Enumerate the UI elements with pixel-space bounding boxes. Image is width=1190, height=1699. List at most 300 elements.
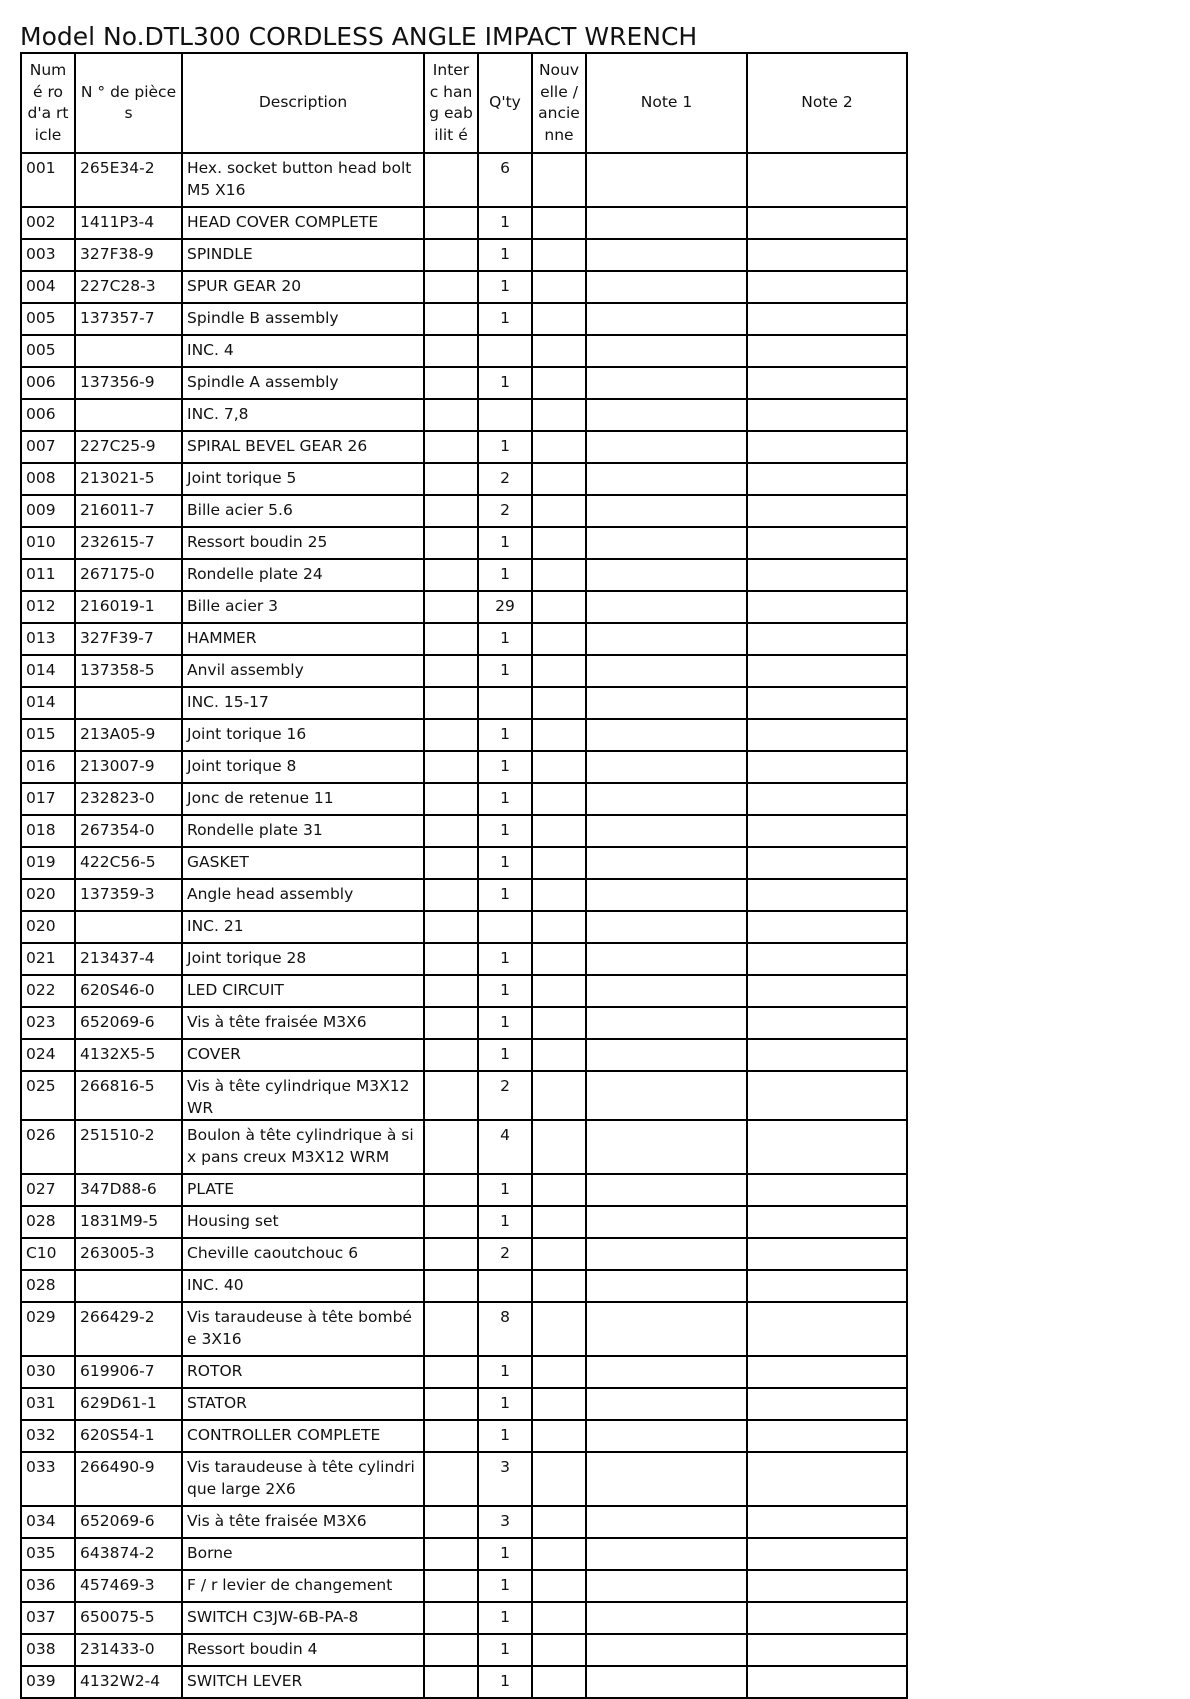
- item-number-cell: 020: [21, 879, 75, 911]
- quantity-cell: 1: [478, 367, 532, 399]
- note-1-cell: [586, 399, 747, 431]
- new-old-cell: [532, 399, 586, 431]
- part-number-cell: [75, 335, 182, 367]
- description-cell: HEAD COVER COMPLETE: [182, 207, 424, 239]
- part-number-cell: 1411P3-4: [75, 207, 182, 239]
- description-cell: INC. 4: [182, 335, 424, 367]
- new-old-cell: [532, 303, 586, 335]
- part-number-cell: 266490-9: [75, 1452, 182, 1506]
- part-number-cell: 422C56-5: [75, 847, 182, 879]
- description-cell: INC. 7,8: [182, 399, 424, 431]
- note-1-cell: [586, 1666, 747, 1698]
- new-old-cell: [532, 655, 586, 687]
- note-2-cell: [747, 1356, 907, 1388]
- quantity-cell: 2: [478, 495, 532, 527]
- quantity-cell: 1: [478, 879, 532, 911]
- quantity-cell: 8: [478, 1302, 532, 1356]
- description-cell: SPIRAL BEVEL GEAR 26: [182, 431, 424, 463]
- note-2-cell: [747, 431, 907, 463]
- quantity-cell: 1: [478, 751, 532, 783]
- description-cell: Boulon à tête cylindrique à six pans creux M3X12 WRM: [182, 1120, 424, 1174]
- note-1-cell: [586, 1420, 747, 1452]
- part-number-cell: 137356-9: [75, 367, 182, 399]
- table-row: [21, 1634, 907, 1666]
- page-title: Model No.DTL300 CORDLESS ANGLE IMPACT WRENCH: [20, 22, 698, 51]
- quantity-cell: 1: [478, 207, 532, 239]
- item-number-cell: 013: [21, 623, 75, 655]
- description-cell: SPUR GEAR 20: [182, 271, 424, 303]
- note-2-cell: [747, 559, 907, 591]
- note-2-cell: [747, 623, 907, 655]
- part-number-cell: 327F39-7: [75, 623, 182, 655]
- item-number-cell: 038: [21, 1634, 75, 1666]
- description-cell: Ressort boudin 25: [182, 527, 424, 559]
- new-old-cell: [532, 1634, 586, 1666]
- interchangeability-cell: [424, 367, 478, 399]
- note-1-cell: [586, 495, 747, 527]
- item-number-cell: 021: [21, 943, 75, 975]
- item-number-cell: 014: [21, 687, 75, 719]
- item-number-cell: 006: [21, 399, 75, 431]
- new-old-cell: [532, 1007, 586, 1039]
- interchangeability-cell: [424, 1270, 478, 1302]
- table-row: [21, 335, 907, 367]
- table-row: [21, 1206, 907, 1238]
- description-cell: COVER: [182, 1039, 424, 1071]
- part-number-cell: 267175-0: [75, 559, 182, 591]
- table-row: [21, 303, 907, 335]
- interchangeability-cell: [424, 879, 478, 911]
- new-old-cell: [532, 495, 586, 527]
- table-row: [21, 153, 907, 207]
- parts-table-body: [21, 153, 907, 1698]
- note-1-cell: [586, 975, 747, 1007]
- quantity-cell: 1: [478, 1388, 532, 1420]
- description-cell: Joint torique 8: [182, 751, 424, 783]
- note-1-cell: [586, 1356, 747, 1388]
- header-note-2: Note 2: [747, 53, 907, 153]
- quantity-cell: 1: [478, 655, 532, 687]
- table-row: [21, 239, 907, 271]
- interchangeability-cell: [424, 975, 478, 1007]
- item-number-cell: 005: [21, 303, 75, 335]
- note-2-cell: [747, 1452, 907, 1506]
- item-number-cell: 026: [21, 1120, 75, 1174]
- note-1-cell: [586, 1071, 747, 1120]
- part-number-cell: 652069-6: [75, 1007, 182, 1039]
- note-2-cell: [747, 527, 907, 559]
- description-cell: Anvil assembly: [182, 655, 424, 687]
- part-number-cell: 652069-6: [75, 1506, 182, 1538]
- part-number-cell: 216011-7: [75, 495, 182, 527]
- note-2-cell: [747, 463, 907, 495]
- note-1-cell: [586, 1570, 747, 1602]
- part-number-cell: 629D61-1: [75, 1388, 182, 1420]
- table-row: [21, 495, 907, 527]
- item-number-cell: 029: [21, 1302, 75, 1356]
- new-old-cell: [532, 879, 586, 911]
- description-cell: Borne: [182, 1538, 424, 1570]
- new-old-cell: [532, 1666, 586, 1698]
- item-number-cell: 008: [21, 463, 75, 495]
- new-old-cell: [532, 1174, 586, 1206]
- part-number-cell: 263005-3: [75, 1238, 182, 1270]
- header-item-number: Numé ro d'a rticle: [21, 53, 75, 153]
- new-old-cell: [532, 1270, 586, 1302]
- interchangeability-cell: [424, 527, 478, 559]
- note-1-cell: [586, 559, 747, 591]
- note-2-cell: [747, 655, 907, 687]
- quantity-cell: 1: [478, 847, 532, 879]
- note-1-cell: [586, 751, 747, 783]
- interchangeability-cell: [424, 1506, 478, 1538]
- item-number-cell: 018: [21, 815, 75, 847]
- interchangeability-cell: [424, 1174, 478, 1206]
- description-cell: Rondelle plate 31: [182, 815, 424, 847]
- interchangeability-cell: [424, 335, 478, 367]
- note-2-cell: [747, 815, 907, 847]
- part-number-cell: [75, 687, 182, 719]
- table-row: [21, 1506, 907, 1538]
- note-1-cell: [586, 815, 747, 847]
- new-old-cell: [532, 1206, 586, 1238]
- quantity-cell: 29: [478, 591, 532, 623]
- quantity-cell: 1: [478, 1634, 532, 1666]
- description-cell: Vis à tête cylindrique M3X12 WR: [182, 1071, 424, 1120]
- description-cell: Vis taraudeuse à tête cylindrique large 2X6: [182, 1452, 424, 1506]
- interchangeability-cell: [424, 153, 478, 207]
- note-1-cell: [586, 153, 747, 207]
- description-cell: CONTROLLER COMPLETE: [182, 1420, 424, 1452]
- note-2-cell: [747, 1206, 907, 1238]
- item-number-cell: 027: [21, 1174, 75, 1206]
- table-row: [21, 1356, 907, 1388]
- interchangeability-cell: [424, 591, 478, 623]
- note-2-cell: [747, 751, 907, 783]
- note-2-cell: [747, 943, 907, 975]
- note-2-cell: [747, 719, 907, 751]
- note-1-cell: [586, 303, 747, 335]
- description-cell: INC. 15-17: [182, 687, 424, 719]
- note-2-cell: [747, 1039, 907, 1071]
- quantity-cell: [478, 1270, 532, 1302]
- part-number-cell: 137357-7: [75, 303, 182, 335]
- description-cell: SPINDLE: [182, 239, 424, 271]
- description-cell: LED CIRCUIT: [182, 975, 424, 1007]
- interchangeability-cell: [424, 1666, 478, 1698]
- note-1-cell: [586, 1039, 747, 1071]
- item-number-cell: 019: [21, 847, 75, 879]
- interchangeability-cell: [424, 783, 478, 815]
- item-number-cell: 017: [21, 783, 75, 815]
- interchangeability-cell: [424, 1452, 478, 1506]
- description-cell: Vis à tête fraisée M3X6: [182, 1007, 424, 1039]
- note-1-cell: [586, 1007, 747, 1039]
- description-cell: Joint torique 28: [182, 943, 424, 975]
- interchangeability-cell: [424, 719, 478, 751]
- table-row: [21, 1452, 907, 1506]
- description-cell: Vis à tête fraisée M3X6: [182, 1506, 424, 1538]
- item-number-cell: 028: [21, 1270, 75, 1302]
- note-1-cell: [586, 1452, 747, 1506]
- note-2-cell: [747, 911, 907, 943]
- part-number-cell: 213021-5: [75, 463, 182, 495]
- interchangeability-cell: [424, 1420, 478, 1452]
- item-number-cell: 037: [21, 1602, 75, 1634]
- note-1-cell: [586, 1238, 747, 1270]
- part-number-cell: 251510-2: [75, 1120, 182, 1174]
- interchangeability-cell: [424, 1007, 478, 1039]
- quantity-cell: 1: [478, 431, 532, 463]
- description-cell: F / r levier de changement: [182, 1570, 424, 1602]
- new-old-cell: [532, 623, 586, 655]
- table-row: [21, 1302, 907, 1356]
- part-number-cell: 619906-7: [75, 1356, 182, 1388]
- item-number-cell: 020: [21, 911, 75, 943]
- new-old-cell: [532, 431, 586, 463]
- note-2-cell: [747, 239, 907, 271]
- table-row: [21, 1570, 907, 1602]
- part-number-cell: 4132W2-4: [75, 1666, 182, 1698]
- note-1-cell: [586, 1302, 747, 1356]
- new-old-cell: [532, 687, 586, 719]
- header-new-old: Nouv elle / ancie nne: [532, 53, 586, 153]
- new-old-cell: [532, 1420, 586, 1452]
- note-1-cell: [586, 911, 747, 943]
- part-number-cell: 216019-1: [75, 591, 182, 623]
- quantity-cell: 1: [478, 783, 532, 815]
- quantity-cell: 1: [478, 239, 532, 271]
- header-part-number: N ° de pièces: [75, 53, 182, 153]
- note-2-cell: [747, 1007, 907, 1039]
- note-1-cell: [586, 1174, 747, 1206]
- quantity-cell: 1: [478, 1039, 532, 1071]
- item-number-cell: 005: [21, 335, 75, 367]
- item-number-cell: 012: [21, 591, 75, 623]
- note-2-cell: [747, 399, 907, 431]
- note-2-cell: [747, 687, 907, 719]
- part-number-cell: [75, 399, 182, 431]
- item-number-cell: 025: [21, 1071, 75, 1120]
- new-old-cell: [532, 1570, 586, 1602]
- table-row: [21, 271, 907, 303]
- table-row: [21, 943, 907, 975]
- new-old-cell: [532, 1302, 586, 1356]
- quantity-cell: 1: [478, 1602, 532, 1634]
- quantity-cell: [478, 687, 532, 719]
- interchangeability-cell: [424, 943, 478, 975]
- quantity-cell: 2: [478, 1071, 532, 1120]
- header-note-1: Note 1: [586, 53, 747, 153]
- table-row: [21, 687, 907, 719]
- item-number-cell: 024: [21, 1039, 75, 1071]
- table-row: [21, 1388, 907, 1420]
- note-1-cell: [586, 1388, 747, 1420]
- part-number-cell: 457469-3: [75, 1570, 182, 1602]
- note-1-cell: [586, 943, 747, 975]
- note-2-cell: [747, 1388, 907, 1420]
- new-old-cell: [532, 719, 586, 751]
- note-1-cell: [586, 527, 747, 559]
- part-number-cell: 267354-0: [75, 815, 182, 847]
- description-cell: HAMMER: [182, 623, 424, 655]
- parts-table: [20, 52, 908, 1699]
- quantity-cell: 1: [478, 815, 532, 847]
- description-cell: Bille acier 5.6: [182, 495, 424, 527]
- item-number-cell: 034: [21, 1506, 75, 1538]
- description-cell: Joint torique 5: [182, 463, 424, 495]
- note-2-cell: [747, 1174, 907, 1206]
- item-number-cell: 015: [21, 719, 75, 751]
- interchangeability-cell: [424, 559, 478, 591]
- part-number-cell: 227C25-9: [75, 431, 182, 463]
- interchangeability-cell: [424, 239, 478, 271]
- part-number-cell: 327F38-9: [75, 239, 182, 271]
- interchangeability-cell: [424, 431, 478, 463]
- interchangeability-cell: [424, 1071, 478, 1120]
- note-1-cell: [586, 879, 747, 911]
- note-2-cell: [747, 1420, 907, 1452]
- new-old-cell: [532, 1388, 586, 1420]
- interchangeability-cell: [424, 655, 478, 687]
- quantity-cell: [478, 335, 532, 367]
- note-1-cell: [586, 367, 747, 399]
- part-number-cell: 620S54-1: [75, 1420, 182, 1452]
- part-number-cell: 650075-5: [75, 1602, 182, 1634]
- new-old-cell: [532, 559, 586, 591]
- note-2-cell: [747, 879, 907, 911]
- new-old-cell: [532, 943, 586, 975]
- description-cell: PLATE: [182, 1174, 424, 1206]
- note-1-cell: [586, 687, 747, 719]
- item-number-cell: 007: [21, 431, 75, 463]
- note-1-cell: [586, 271, 747, 303]
- description-cell: INC. 40: [182, 1270, 424, 1302]
- item-number-cell: 022: [21, 975, 75, 1007]
- table-row: [21, 591, 907, 623]
- new-old-cell: [532, 1238, 586, 1270]
- table-row: [21, 1420, 907, 1452]
- note-2-cell: [747, 1302, 907, 1356]
- item-number-cell: 003: [21, 239, 75, 271]
- description-cell: Vis taraudeuse à tête bombée 3X16: [182, 1302, 424, 1356]
- item-number-cell: 009: [21, 495, 75, 527]
- description-cell: SWITCH C3JW-6B-PA-8: [182, 1602, 424, 1634]
- quantity-cell: 6: [478, 153, 532, 207]
- table-row: [21, 911, 907, 943]
- part-number-cell: 213007-9: [75, 751, 182, 783]
- note-1-cell: [586, 847, 747, 879]
- note-1-cell: [586, 1634, 747, 1666]
- item-number-cell: 010: [21, 527, 75, 559]
- quantity-cell: 1: [478, 623, 532, 655]
- table-header-row: [21, 53, 907, 153]
- quantity-cell: 1: [478, 559, 532, 591]
- note-2-cell: [747, 1238, 907, 1270]
- description-cell: Ressort boudin 4: [182, 1634, 424, 1666]
- table-row: [21, 1538, 907, 1570]
- table-row: [21, 719, 907, 751]
- item-number-cell: 004: [21, 271, 75, 303]
- interchangeability-cell: [424, 495, 478, 527]
- description-cell: Angle head assembly: [182, 879, 424, 911]
- new-old-cell: [532, 239, 586, 271]
- note-1-cell: [586, 719, 747, 751]
- quantity-cell: 3: [478, 1452, 532, 1506]
- description-cell: Housing set: [182, 1206, 424, 1238]
- quantity-cell: 1: [478, 943, 532, 975]
- table-row: [21, 815, 907, 847]
- table-row: [21, 1238, 907, 1270]
- interchangeability-cell: [424, 1538, 478, 1570]
- description-cell: Hex. socket button head bolt M5 X16: [182, 153, 424, 207]
- item-number-cell: 035: [21, 1538, 75, 1570]
- part-number-cell: 232615-7: [75, 527, 182, 559]
- note-2-cell: [747, 271, 907, 303]
- table-row: [21, 623, 907, 655]
- quantity-cell: 1: [478, 1666, 532, 1698]
- note-2-cell: [747, 847, 907, 879]
- interchangeability-cell: [424, 687, 478, 719]
- part-number-cell: 137358-5: [75, 655, 182, 687]
- note-2-cell: [747, 1538, 907, 1570]
- part-number-cell: 347D88-6: [75, 1174, 182, 1206]
- item-number-cell: 006: [21, 367, 75, 399]
- new-old-cell: [532, 1356, 586, 1388]
- part-number-cell: 620S46-0: [75, 975, 182, 1007]
- header-description: Description: [182, 53, 424, 153]
- note-2-cell: [747, 975, 907, 1007]
- item-number-cell: 023: [21, 1007, 75, 1039]
- interchangeability-cell: [424, 1238, 478, 1270]
- description-cell: ROTOR: [182, 1356, 424, 1388]
- note-2-cell: [747, 335, 907, 367]
- description-cell: Spindle B assembly: [182, 303, 424, 335]
- part-number-cell: 4132X5-5: [75, 1039, 182, 1071]
- note-1-cell: [586, 1602, 747, 1634]
- note-1-cell: [586, 1506, 747, 1538]
- note-2-cell: [747, 303, 907, 335]
- new-old-cell: [532, 975, 586, 1007]
- table-row: [21, 1270, 907, 1302]
- table-row: [21, 367, 907, 399]
- interchangeability-cell: [424, 1634, 478, 1666]
- description-cell: STATOR: [182, 1388, 424, 1420]
- note-2-cell: [747, 1634, 907, 1666]
- description-cell: Jonc de retenue 11: [182, 783, 424, 815]
- new-old-cell: [532, 367, 586, 399]
- part-number-cell: 643874-2: [75, 1538, 182, 1570]
- table-row: [21, 559, 907, 591]
- interchangeability-cell: [424, 751, 478, 783]
- quantity-cell: 1: [478, 1356, 532, 1388]
- interchangeability-cell: [424, 1120, 478, 1174]
- item-number-cell: 028: [21, 1206, 75, 1238]
- note-2-cell: [747, 367, 907, 399]
- new-old-cell: [532, 591, 586, 623]
- part-number-cell: 1831M9-5: [75, 1206, 182, 1238]
- interchangeability-cell: [424, 1602, 478, 1634]
- interchangeability-cell: [424, 303, 478, 335]
- interchangeability-cell: [424, 911, 478, 943]
- description-cell: Joint torique 16: [182, 719, 424, 751]
- note-2-cell: [747, 783, 907, 815]
- quantity-cell: 3: [478, 1506, 532, 1538]
- part-number-cell: 265E34-2: [75, 153, 182, 207]
- interchangeability-cell: [424, 847, 478, 879]
- table-row: [21, 1071, 907, 1120]
- header-interchangeability: Interc hang eabilit é: [424, 53, 478, 153]
